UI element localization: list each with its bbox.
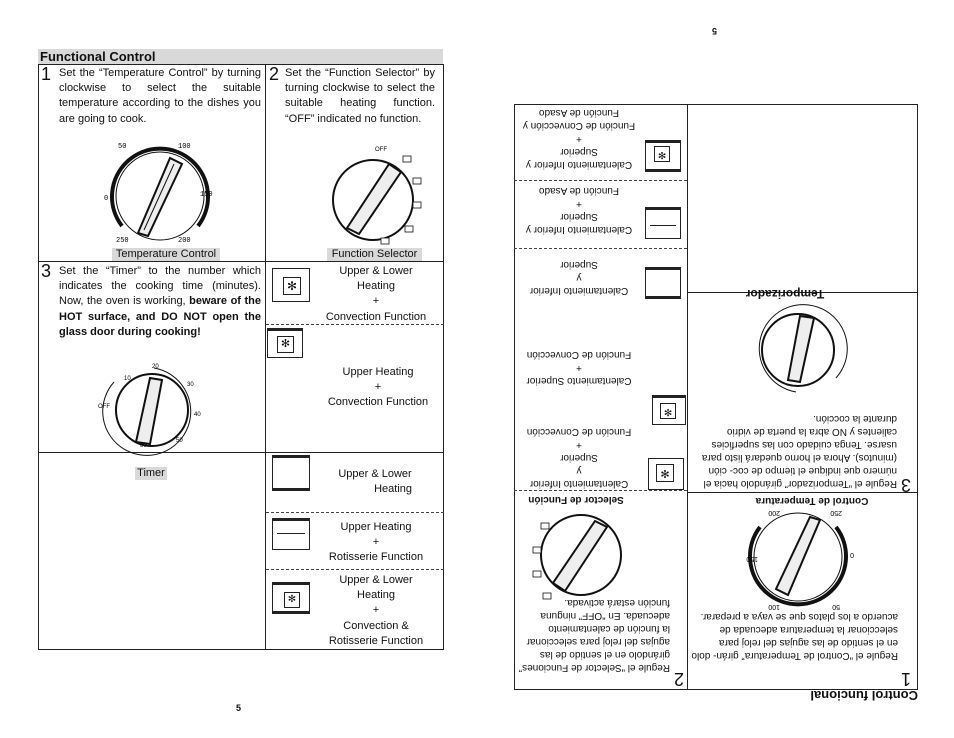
dial-label: 250 (830, 509, 842, 516)
step3-text: Set the “Timer” to the number which indicates the cooking time (minutes). Now, the oven is working, beware of the HOT surface, and DO NOT open the glass door during cooking! (59, 265, 261, 338)
fan-icon: ✻ (284, 592, 300, 608)
dial-label: 40 (194, 412, 201, 418)
timer-dial (92, 360, 212, 460)
temperature-dial-es (738, 505, 858, 615)
fan-icon: ✻ (656, 464, 674, 482)
fan-icon: ✻ (654, 146, 670, 162)
step1-text-es: Regule el “Control de Temperatura” girán- dolo en el sentido de las agujas del reloj para seleccionar la temperatura adecuada de acuerdo a los platos que se vaya a preparar. (691, 611, 898, 661)
spit-icon (650, 225, 676, 226)
dial-label: 50 (176, 438, 183, 444)
table-divider-es (687, 104, 688, 690)
section-title-es: Control funcional (810, 688, 918, 703)
dial-label: 100 (178, 143, 191, 151)
function-label-es-1: Calentamiento Inferior y Superior + Función de Convección (526, 426, 632, 489)
step1-text: Set the “Temperature Control” by turning clockwise to select the suitable temperature according to the dishes you are going to cook. (59, 67, 261, 125)
step2-text-es: Regule el “Selector de Funciones” girándolo en el sentido de las agujas del reloj para seleccionar la función de calentamiento adecuada. En “OFF” ninguna función estará activada. (518, 597, 670, 673)
function-selector-caption: Function Selector (327, 248, 422, 261)
step-number-3-es: 3 (901, 475, 912, 495)
function-label-3: Upper & Lower Heating (338, 468, 412, 496)
rotisserie-icon (272, 518, 310, 550)
timer-dial-es (738, 300, 858, 400)
function-selector-dial-es (524, 505, 629, 613)
dial-label: 30 (187, 382, 194, 388)
function-selector-dial (325, 142, 430, 250)
dial-label: 10 (124, 376, 131, 382)
dial-label: 100 (768, 603, 780, 610)
function-label-5: Upper & Lower Heating + Convection & Rotisserie Function (328, 574, 424, 647)
timer-caption-es: Temporizador (745, 287, 825, 301)
function-label-2: Upper Heating + Convection Function (327, 366, 429, 409)
dial-label: 60 (140, 443, 147, 449)
dial-label: 0 (104, 195, 109, 203)
convection-rotisserie-icon-es (645, 140, 681, 172)
table-row-divider-es (688, 492, 918, 493)
dial-label: 150 (200, 191, 213, 199)
row-dashed-divider-es (514, 248, 687, 249)
rotisserie-icon-es (645, 207, 681, 239)
fan-icon: ✻ (660, 403, 676, 419)
function-label-1: Upper & Lower Heating + Convection Function (325, 265, 427, 323)
step-number-1-es: 1 (901, 669, 912, 689)
temperature-dial (100, 138, 220, 248)
fan-icon: ✻ (277, 336, 294, 353)
function-label-es-5: Calentamiento Inferior y Superior + Función de Convección y Función de Asado (522, 107, 636, 170)
dial-label: 50 (832, 603, 840, 610)
temperature-control-caption-es: Control de Temperatura (755, 495, 869, 506)
function-label-es-4: Calentamiento Inferior y Superior + Función de Asado (525, 185, 633, 235)
dial-label: 250 (116, 237, 129, 245)
dial-label: 200 (768, 509, 780, 516)
row-dashed-divider-es (514, 180, 687, 181)
step2-text: Set the “Function Selector” by turning clockwise to select the suitable heating function. “OFF” indicated no function. (285, 67, 435, 125)
function-label-4: Upper Heating + Rotisserie Function (328, 521, 424, 564)
upper-convection-icon-es (652, 395, 686, 425)
dial-label: 0 (850, 551, 854, 558)
page-number-es: 5 (712, 26, 718, 36)
step-number-2: 2 (269, 64, 280, 84)
step3-text-es: Regule el “Temporizador” girándolo hacia el número que indique el tiempo de coc- ción (minutos). Ahora el horno quedará listo para usarse. Tenga cuidado con las superficies calientes y NO abra la puerta de vidrio durante la cocción. (701, 413, 897, 489)
dial-label: 20 (152, 364, 159, 370)
row-dashed-divider (266, 569, 444, 570)
dial-label: 200 (178, 237, 191, 245)
step-number-3: 3 (41, 261, 52, 281)
function-label-es-2: Calentamiento Superior + Función de Convección (526, 349, 632, 386)
temperature-control-caption: Temperature Control (112, 248, 220, 261)
dial-label: OFF (98, 404, 110, 410)
table-divider (265, 64, 266, 650)
row-dashed-divider (266, 512, 444, 513)
step-number-1: 1 (41, 64, 52, 84)
table-row-divider (38, 261, 444, 262)
function-selector-caption-es: Selector de Función (528, 494, 624, 505)
upper-convection-icon (267, 328, 303, 358)
spit-icon (277, 533, 305, 534)
timer-caption: Timer (135, 467, 167, 480)
dial-label: OFF (375, 147, 387, 153)
convection-rotisserie-icon (272, 582, 310, 614)
page-number: 5 (236, 703, 242, 713)
dial-label: 50 (118, 143, 127, 151)
upper-lower-heating-icon-es (645, 267, 681, 299)
fan-icon: ✻ (283, 277, 301, 295)
convection-icon (272, 268, 310, 302)
dial-label: 150 (746, 555, 758, 562)
upper-lower-heating-icon (272, 455, 310, 491)
function-label-es-3: Calentamiento Inferior y Superior (529, 259, 629, 296)
step-number-2-es: 2 (674, 669, 685, 689)
section-title: Functional Control (38, 49, 443, 64)
row-dashed-divider-es (514, 490, 687, 491)
convection-icon-es (648, 458, 684, 490)
